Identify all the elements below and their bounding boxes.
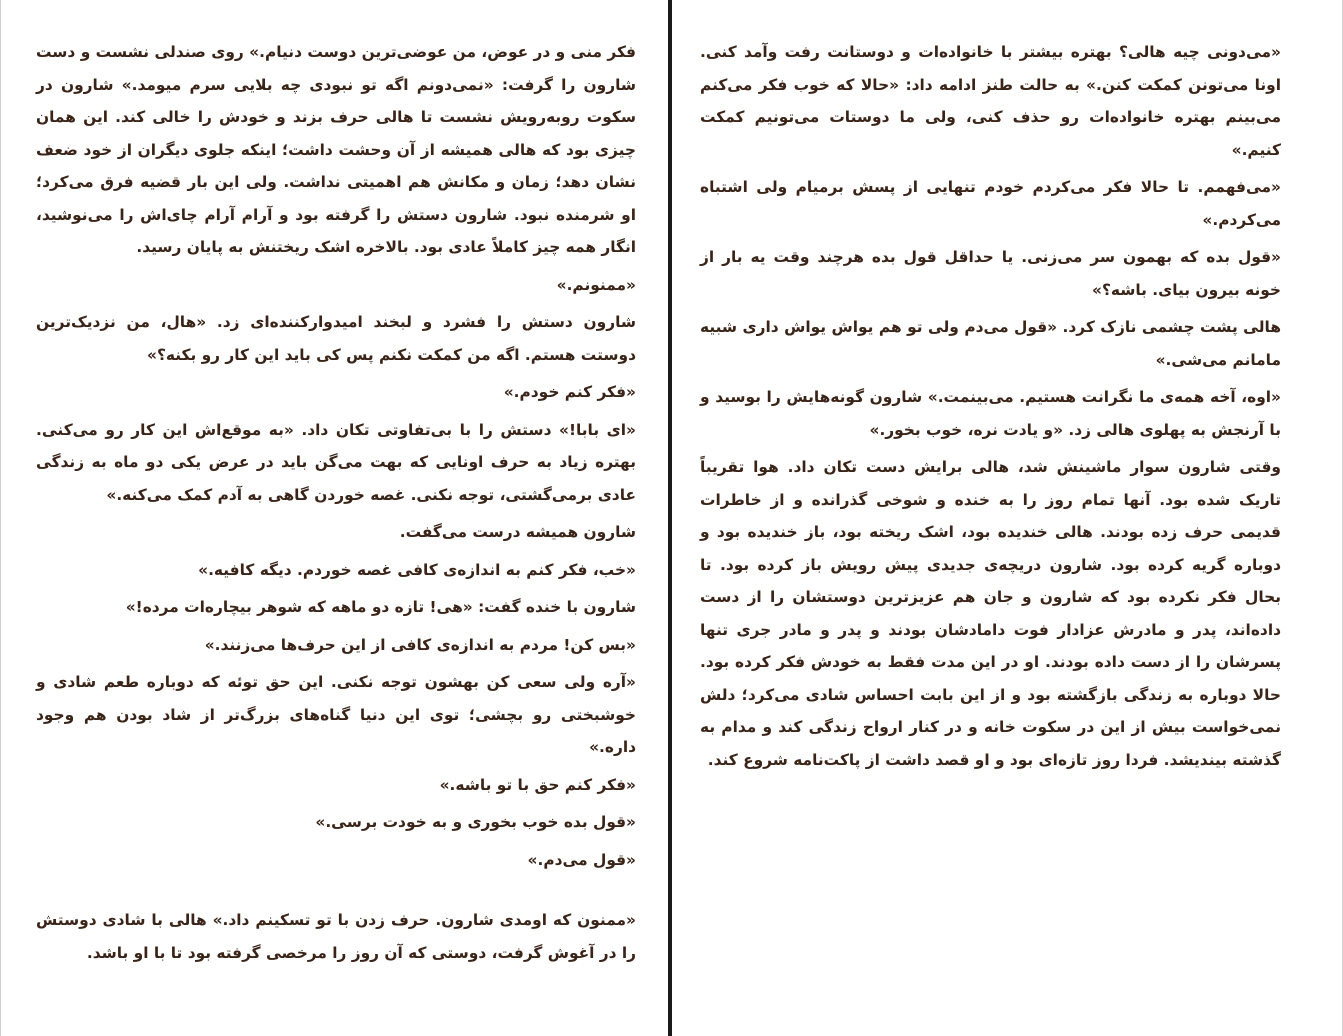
right-paragraph-4: هالی پشت چشمی نازک کرد. «قول می‌دم ولی تو هم یواش یواش داری شبیه مامانم می‌شی.» — [700, 318, 1281, 369]
left-paragraph-11: «فکر کنم حق با تو باشه.» — [439, 775, 636, 794]
left-paragraph-13: «قول می‌دم.» — [527, 850, 636, 869]
left-paragraph-7: «خب، فکر کنم به اندازه‌ی کافی غصه خوردم. دیگه کافیه.» — [198, 560, 636, 579]
left-paragraph-6: شارون همیشه درست می‌گفت. — [399, 523, 636, 541]
right-paragraph-5: «اوه، آخه همه‌ی ما نگرانت هستیم. می‌بینمت.» شارون گونه‌هایش را بوسید و با آرنجش به پهلوی هالی زد. «و یادت نره، خوب بخور.» — [700, 388, 1281, 439]
right-paragraph-6: وقتی شارون سوار ماشینش شد، هالی برایش دست تکان داد. هوا تقریباً تاریک شده بود. آنها تمام روز را به خنده و شوخی گذرانده و از خاطرات قدیمی حرف زده بودند. هالی خندیده بود، اشک ریخته بود، باز خندیده بود و دوباره گریه کرده بود. شارون دریچه‌ی جدیدی پیش رویش باز کرده بود. تا بحال فکر نکرده بود که شارون و جان هم عزیزترین دوستشان را از دست داده‌اند، پدر و مادرش عزادار فوت دامادشان بودند و پدر و مادر جری تنها پسرشان را از دست داده بودند. او در این مدت فقط به خودش فکر کرده بود. حالا دوباره به زندگی بازگشته بود و از این بابت احساس شادی می‌کرد؛ دلش نمی‌خواست بیش از این در سکوت خانه و در کنار ارواح زندگی کند و مدام به گذشته بیندیشد. فردا روز تازه‌ای بود و او قصد داشت از پاکت‌نامه شروع کند. — [700, 458, 1281, 769]
left-page — [0, 0, 668, 1036]
left-paragraph-8: شارون با خنده گفت: «هی! تازه دو ماهه که شوهر بیچاره‌ات مرده!» — [125, 598, 636, 616]
left-paragraph-9: «بس کن! مردم به اندازه‌ی کافی از این حرف‌ها می‌زنند.» — [204, 635, 636, 654]
left-paragraph-3: شارون دستش را فشرد و لبخند امیدوارکننده‌ای زد. «هال، من نزدیک‌ترین دوستت هستم. اگه من کمکت نکنم پس کی باید این کار رو بکنه؟» — [36, 313, 636, 364]
left-paragraph-5: «ای بابا!» دستش را با بی‌تفاوتی تکان داد. «به موقع‌اش این کار رو می‌کنی. بهتره زیاد به حرف اونایی که بهت می‌گن باید در عرض یکی دو ماه به زندگی عادی برمی‌گشتی، توجه نکنی. غصه خوردن گاهی به آدم کمک می‌کنه.» — [36, 420, 636, 504]
right-page — [672, 0, 1343, 1036]
left-paragraph-2: «ممنونم.» — [556, 275, 636, 294]
left-paragraph-4: «فکر کنم خودم.» — [503, 383, 636, 401]
left-paragraph-1: فکر منی و در عوض، من عوضی‌ترین دوست دنیام.» روی صندلی نشست و دست شارون را گرفت: «نمی‌دونم اگه تو نبودی چه بلایی سرم میومد.» شارون در سکوت روبه‌رویش نشست تا هالی حرف بزند و خودش را خالی کند. این همان چیزی بود که هالی همیشه از آن وحشت داشت؛ اینکه جلوی دیگران از خود ضعف نشان دهد؛ زمان و مکانش هم اهمیتی نداشت. ولی این بار قضیه فرق می‌کرد؛ او شرمنده نبود. شارون دستش را گرفته بود و آرام آرام چای‌اش را می‌نوشید، انگار همه چیز کاملاً عادی بود. بالاخره اشک ریختنش به پایان رسید. — [36, 43, 636, 256]
right-paragraph-3: «قول بده که بهمون سر می‌زنی. یا حداقل قول بده هرچند وقت یه بار از خونه بیرون بیای. باشه؟» — [700, 248, 1281, 299]
right-paragraph-1: «می‌دونی چیه هالی؟ بهتره بیشتر با خانواده‌ات و دوستانت رفت وآمد کنی. اونا می‌تونن کمکت کنن.» به حالت طنز ادامه داد: «حالا که خوب فکر می‌کنم می‌بینم بهتره خانواده‌ات رو حذف کنی، ولی ما دوستات می‌تونیم کمکت کنیم.» — [700, 43, 1281, 159]
right-paragraph-2: «می‌فهمم. تا حالا فکر می‌کردم خودم تنهایی از پسش برمیام ولی اشتباه می‌کردم.» — [700, 178, 1281, 229]
left-paragraph-12: «قول بده خوب بخوری و به خودت برسی.» — [315, 813, 636, 831]
left-paragraph-14: «ممنون که اومدی شارون. حرف زدن با تو تسکینم داد.» هالی با شادی دوستش را در آغوش گرفت، دوستی که آن روز را مرخصی گرفته بود تا با او باشد. — [36, 911, 636, 962]
left-paragraph-10: «آره ولی سعی کن بهشون توجه نکنی. این حق توئه که دوباره طعم شادی و خوشبختی رو بچشی؛ توی این دنیا گناه‌های بزرگ‌تر از شاد بودن هم وجود داره.» — [36, 673, 636, 756]
